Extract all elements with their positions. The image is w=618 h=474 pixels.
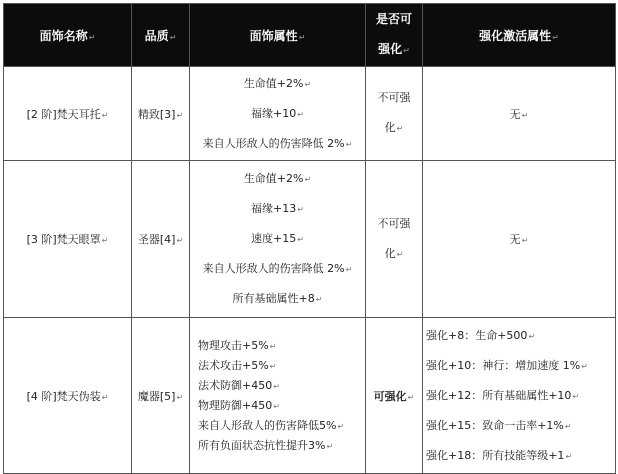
cell-quality: 魔器[5]↵ (132, 318, 190, 474)
header-quality: 品质↵ (132, 4, 190, 67)
can-enhance-line1: 不可强 (377, 91, 411, 104)
cell-can-enhance: 可强化↵ (366, 318, 423, 474)
attribute-line: 生命值+2%↵ (243, 172, 312, 185)
ornament-table (3, 3, 616, 474)
cell-attributes (190, 318, 366, 474)
cell-quality: 圣器[4]↵ (132, 161, 190, 318)
can-enhance-line2: 化↵ (384, 246, 404, 260)
cell-name: [4 阶]梵天伪装↵ (4, 318, 132, 474)
table-row (4, 161, 616, 318)
enhance-line: 强化+12：所有基础属性+10↵ (426, 388, 580, 402)
attribute-line: 生命值+2%↵ (243, 76, 312, 90)
header-enhance-attributes: 强化激活属性↵ (423, 4, 616, 67)
attribute-line: 所有负面状态抗性提升3%↵ (198, 438, 334, 452)
cell-attributes (190, 67, 366, 161)
attribute-line: 所有基础属性+8↵ (232, 292, 323, 305)
attribute-line: 福缘+13↵ (251, 202, 304, 215)
enhance-line: 强化+15：致命一击率+1%↵ (426, 418, 572, 432)
cell-can-enhance (366, 67, 423, 161)
attribute-line: 来自人形敌人的伤害降低5%↵ (198, 418, 345, 432)
cell-attributes (190, 161, 366, 318)
attribute-line: 福缘+10↵ (251, 106, 304, 120)
attribute-line: 法术攻击+5%↵ (198, 358, 277, 372)
cell-name: [3 阶]梵天眼罩↵ (4, 161, 132, 318)
can-enhance-line1: 不可强 (377, 216, 411, 230)
cell-enhance-attributes: 无↵ (423, 161, 616, 318)
table-row (4, 318, 616, 474)
cell-name: [2 阶]梵天耳托↵ (4, 67, 132, 161)
header-can-enhance-line2: 强化↵ (378, 42, 410, 56)
header-attributes: 面饰属性↵ (190, 4, 366, 67)
cell-can-enhance (366, 161, 423, 318)
header-row (4, 4, 616, 67)
can-enhance-line2: 化↵ (384, 121, 404, 134)
attribute-line: 速度+15↵ (251, 232, 304, 245)
header-can-enhance (366, 4, 423, 67)
enhance-line: 强化+10：神行：增加速度 1%↵ (426, 358, 588, 372)
enhance-line: 强化+8：生命+500↵ (426, 328, 536, 342)
attribute-line: 物理防御+450↵ (198, 398, 280, 412)
cell-enhance-attributes (423, 318, 616, 474)
cell-quality: 精致[3]↵ (132, 67, 190, 161)
attribute-line: 来自人形敌人的伤害降低 2%↵ (202, 136, 353, 150)
attribute-line: 来自人形敌人的伤害降低 2%↵ (202, 262, 353, 275)
header-can-enhance-line1: 是否可 (375, 12, 412, 26)
enhance-line: 强化+18：所有技能等级+1↵ (426, 448, 573, 462)
table-row (4, 67, 616, 161)
attribute-line: 物理攻击+5%↵ (198, 338, 277, 352)
header-name: 面饰名称↵ (4, 4, 132, 67)
cell-enhance-attributes: 无↵ (423, 67, 616, 161)
attribute-line: 法术防御+450↵ (198, 378, 280, 392)
